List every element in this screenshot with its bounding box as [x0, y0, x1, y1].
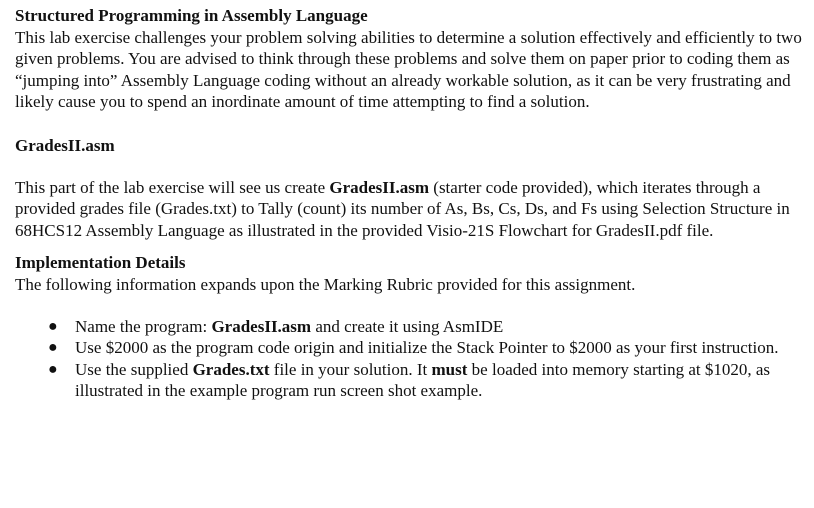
requirements-list: [15, 316, 802, 402]
implementation-title: Implementation Details: [15, 253, 186, 273]
list-item: ● Use the supplied Grades.txt file in your solution. It must be loaded into memory starting at $1020, as illustrated in the example program run screen shot example.: [48, 359, 771, 401]
gradesii-paragraph: [15, 177, 802, 242]
gradesii-filename: GradesII.asm: [329, 177, 430, 197]
section-structured-programming: [15, 5, 802, 113]
gradesii-title: GradesII.asm: [15, 135, 115, 155]
program-name: GradesII.asm: [211, 316, 312, 336]
section-title: Structured Programming in Assembly Language: [15, 6, 368, 25]
gradesii-text-2: (starter code provided), which iterates through a provided grades file (Grades.txt) to Tally (count) its number of As, Bs, Cs, Ds, and Fs using Selection Structure in 68HCS12 Assembly Language as illustrated in the provided Visio-21S Flowchart for GradesII.pdf file.: [15, 177, 790, 240]
bullet-icon: ●: [48, 360, 58, 378]
list-item: ● Use $2000 as the program code origin and initialize the Stack Pointer to $2000 as your first instruction.: [48, 338, 779, 358]
bullet-icon: ●: [48, 339, 58, 357]
grades-file-name: Grades.txt: [192, 359, 270, 379]
must-emphasis: must: [431, 359, 468, 379]
bullet-icon: ●: [48, 317, 58, 335]
section-implementation-details: [15, 252, 802, 402]
intro-paragraph: This lab exercise challenges your problem solving abilities to determine a solution effectively and efficiently to two given problems. You are advised to think through these problems and solve them on paper prior to coding them as “jumping into” Assembly Language coding without an already workable solution, as it can be very frustrating and likely cause you to spend an inordinate amount of time attempting to find a solution.: [15, 27, 802, 112]
section-gradesii: [15, 135, 802, 241]
implementation-intro: The following information expands upon the Marking Rubric provided for this assignment.: [15, 274, 636, 294]
gradesii-text-1: This part of the lab exercise will see us create: [15, 177, 330, 197]
list-item: ● Name the program: GradesII.asm and create it using AsmIDE: [48, 316, 504, 336]
